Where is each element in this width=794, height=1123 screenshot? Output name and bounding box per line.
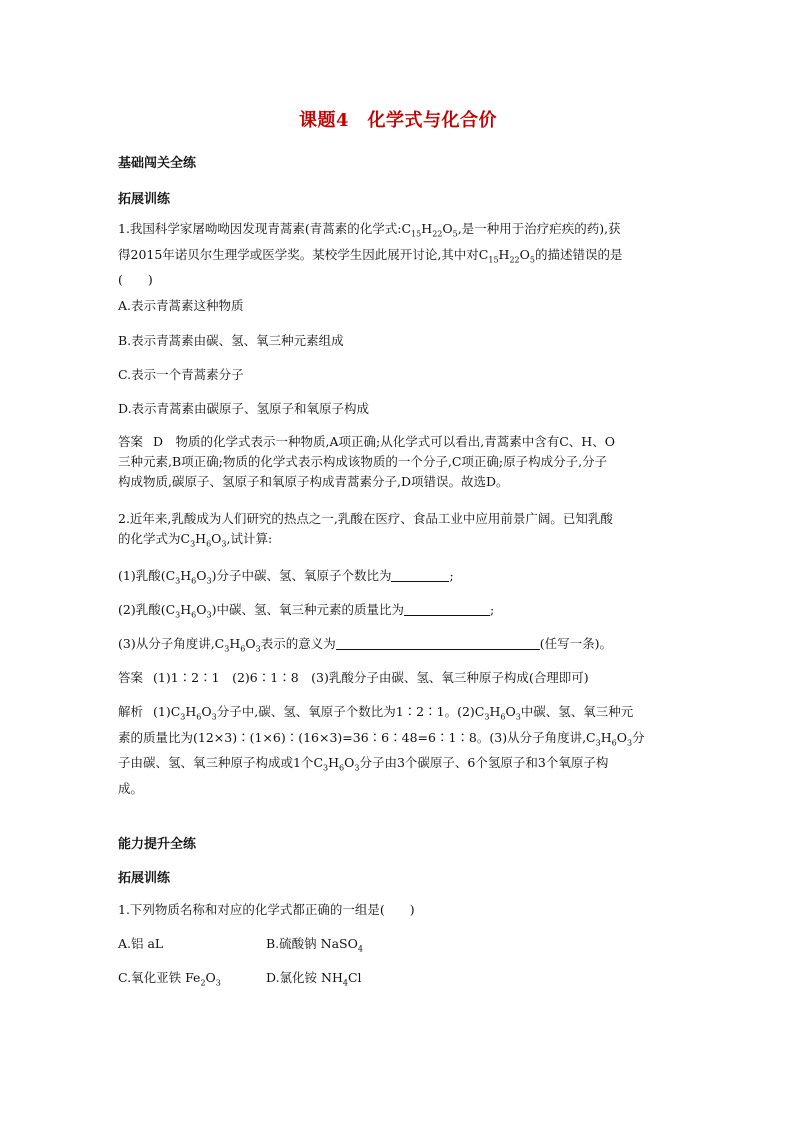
q3-option-c: C.氧化亚铁 $Fe_2O_3$ bbox=[118, 970, 221, 988]
q3-options-row2 bbox=[118, 968, 678, 994]
q1-option-c: C.表示一个青蒿素分子 bbox=[118, 367, 244, 382]
page-title: 课题4 化学式与化合价 bbox=[298, 110, 498, 131]
q3-option-d: D.氯化铵 $NH_4Cl$ bbox=[266, 970, 362, 988]
answer-label: 答案 bbox=[118, 670, 144, 685]
section-heading-advanced: 能力提升全练 bbox=[118, 837, 197, 852]
q2-analysis: 解析 $(1)C_3H_6O_3$分子中,碳、氢、氧原子个数比为1∶2∶1。$(2)C_3H_6O_3$中碳、氢、氧三种元 素的质量比为(12×3)∶(1×6)∶(16×3)=36∶6∶48=6∶1∶8。(3)从分子角度讲$,C_3H_6O_3$分 子由碳、氢、氧三种原子构成或1个$C_3H_6O_3$分子由3个碳原子、6个氢原子和3个氧原子构 成。 bbox=[118, 704, 645, 796]
answer-label: 答案 bbox=[118, 434, 144, 449]
q2-stem: 2.近年来,乳酸成为人们研究的热点之一,乳酸在医疗、食品工业中应用前景广阔。已知乳酸 的化学式为$C_3H_6O_3$,试计算: bbox=[118, 511, 613, 549]
q3-option-b: B.硫酸钠 NaSO$_4$ bbox=[266, 936, 363, 954]
section-heading-basic: 基础闯关全练 bbox=[118, 156, 197, 171]
analysis-label: 解析 bbox=[118, 704, 144, 719]
q1-option-a: A.表示青蒿素这种物质 bbox=[118, 298, 244, 313]
answer-blank-2[interactable] bbox=[404, 601, 490, 616]
answer-blank-1[interactable] bbox=[391, 567, 449, 582]
q1-option-d: D.表示青蒿素由碳原子、氢原子和氧原子构成 bbox=[118, 401, 370, 416]
q1-answer: 答案 D 物质的化学式表示一种物质,A项正确;从化学式可以看出,青蒿素中含有C、H、O 三种元素,B项正确;物质的化学式表示构成该物质的一个分子,C项正确;原子构成分子,分子 构成物质,碳原子、氢原子和氧原子构成青蒿素分子,D项错误。故选D。 bbox=[118, 434, 615, 489]
q3-options-row1 bbox=[118, 934, 678, 960]
q3-stem: 1.下列物质名称和对应的化学式都正确的一组是( ) bbox=[118, 902, 415, 917]
q2-part2: (2)乳酸$(C_3H_6O_3)$中碳、氢、氧三种元素的质量比为 ; bbox=[118, 602, 495, 620]
q3-option-a: A.铝 aL bbox=[118, 936, 164, 951]
q2-answer: 答案 (1)1∶2∶1 (2)6∶1∶8 (3)乳酸分子由碳、氢、氧三种原子构成(合理即可) bbox=[118, 670, 589, 685]
section-sub-expand-2: 拓展训练 bbox=[118, 871, 171, 886]
q1-option-b: B.表示青蒿素由碳、氢、氧三种元素组成 bbox=[118, 333, 344, 348]
q1-stem: 1.我国科学家屠呦呦因发现青蒿素(青蒿素的化学式$:C_{15}H_{22}O_5$,是一种用于治疗疟疾的药),获 得2015年诺贝尔生理学或医学奖。某校学生因此展开讨论,其中对$C_{15}H_{22}O_5$的描述错误的是 ( ) bbox=[118, 221, 623, 287]
section-sub-expand: 拓展训练 bbox=[118, 192, 171, 207]
q2-part3: (3)从分子角度讲$,C_3H_6O_3$表示的意义为 (任写一条)。 bbox=[118, 636, 612, 654]
answer-blank-3[interactable] bbox=[336, 635, 540, 650]
q2-part1: (1)乳酸$(C_3H_6O_3)$分子中碳、氢、氧原子个数比为 ; bbox=[118, 568, 454, 586]
